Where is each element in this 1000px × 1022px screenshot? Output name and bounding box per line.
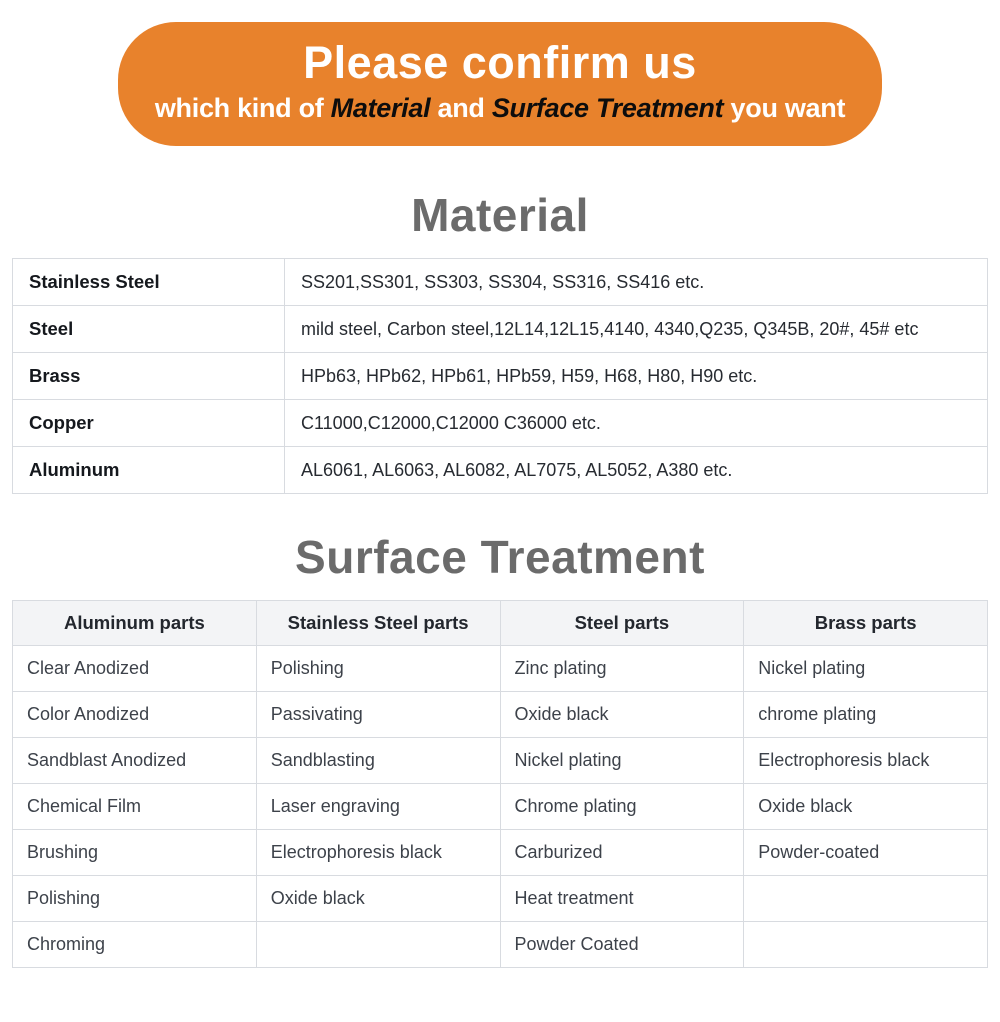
surface-cell: Oxide black bbox=[744, 783, 988, 829]
surface-cell: Oxide black bbox=[256, 875, 500, 921]
table-row bbox=[13, 446, 988, 493]
table-row bbox=[13, 921, 988, 967]
surface-cell: Brushing bbox=[13, 829, 257, 875]
table-row bbox=[13, 645, 988, 691]
surface-cell: Nickel plating bbox=[744, 645, 988, 691]
material-label-cell: Stainless Steel bbox=[13, 258, 285, 305]
subtitle-segment: you want bbox=[723, 92, 846, 123]
surface-cell: Chemical Film bbox=[13, 783, 257, 829]
material-heading: Material bbox=[411, 188, 589, 241]
table-row bbox=[13, 737, 988, 783]
surface-cell: Passivating bbox=[256, 691, 500, 737]
surface-cell: Carburized bbox=[500, 829, 744, 875]
banner-subtitle bbox=[142, 93, 858, 124]
surface-treatment-heading: Surface Treatment bbox=[295, 530, 705, 583]
surface-cell bbox=[744, 875, 988, 921]
surface-cell: Color Anodized bbox=[13, 691, 257, 737]
material-value-cell: HPb63, HPb62, HPb61, HPb59, H59, H68, H80, H90 etc. bbox=[285, 352, 988, 399]
material-value-cell: mild steel, Carbon steel,12L14,12L15,4140, 4340,Q235, Q345B, 20#, 45# etc bbox=[285, 305, 988, 352]
column-header-steel-parts: Steel parts bbox=[500, 600, 744, 645]
surface-cell: Sandblasting bbox=[256, 737, 500, 783]
table-row bbox=[13, 691, 988, 737]
material-value-cell: AL6061, AL6063, AL6082, AL7075, AL5052, A380 etc. bbox=[285, 446, 988, 493]
table-row bbox=[13, 829, 988, 875]
surface-treatment-table bbox=[12, 600, 988, 968]
surface-cell: Heat treatment bbox=[500, 875, 744, 921]
surface-cell: Clear Anodized bbox=[13, 645, 257, 691]
table-row bbox=[13, 399, 988, 446]
surface-cell: Electrophoresis black bbox=[256, 829, 500, 875]
material-label-cell: Brass bbox=[13, 352, 285, 399]
table-row bbox=[13, 305, 988, 352]
subtitle-segment: which kind of bbox=[154, 92, 331, 123]
banner-title: Please confirm us bbox=[303, 37, 697, 88]
material-value-cell: SS201,SS301, SS303, SS304, SS316, SS416 etc. bbox=[285, 258, 988, 305]
table-row bbox=[13, 783, 988, 829]
column-header-aluminum-parts: Aluminum parts bbox=[13, 600, 257, 645]
surface-cell: Zinc plating bbox=[500, 645, 744, 691]
subtitle-segment-surface-treatment: Surface Treatment bbox=[491, 92, 724, 123]
surface-cell: Polishing bbox=[256, 645, 500, 691]
material-label-cell: Copper bbox=[13, 399, 285, 446]
surface-cell: Chrome plating bbox=[500, 783, 744, 829]
surface-cell bbox=[744, 921, 988, 967]
material-value-cell: C11000,C12000,C12000 C36000 etc. bbox=[285, 399, 988, 446]
material-label-cell: Aluminum bbox=[13, 446, 285, 493]
surface-cell: Polishing bbox=[13, 875, 257, 921]
subtitle-segment-material: Material bbox=[330, 92, 431, 123]
confirm-banner bbox=[118, 22, 882, 146]
table-row bbox=[13, 352, 988, 399]
surface-cell: Sandblast Anodized bbox=[13, 737, 257, 783]
surface-cell: Chroming bbox=[13, 921, 257, 967]
header-row bbox=[13, 600, 988, 645]
subtitle-segment: and bbox=[430, 92, 492, 123]
surface-cell: Electrophoresis black bbox=[744, 737, 988, 783]
surface-cell bbox=[256, 921, 500, 967]
surface-cell: Powder Coated bbox=[500, 921, 744, 967]
table-row bbox=[13, 875, 988, 921]
surface-cell: Oxide black bbox=[500, 691, 744, 737]
surface-cell: Powder-coated bbox=[744, 829, 988, 875]
surface-cell: Nickel plating bbox=[500, 737, 744, 783]
material-table bbox=[12, 258, 988, 494]
surface-cell: chrome plating bbox=[744, 691, 988, 737]
column-header-brass-parts: Brass parts bbox=[744, 600, 988, 645]
surface-cell: Laser engraving bbox=[256, 783, 500, 829]
table-row bbox=[13, 258, 988, 305]
material-label-cell: Steel bbox=[13, 305, 285, 352]
column-header-stainless-steel-parts: Stainless Steel parts bbox=[256, 600, 500, 645]
